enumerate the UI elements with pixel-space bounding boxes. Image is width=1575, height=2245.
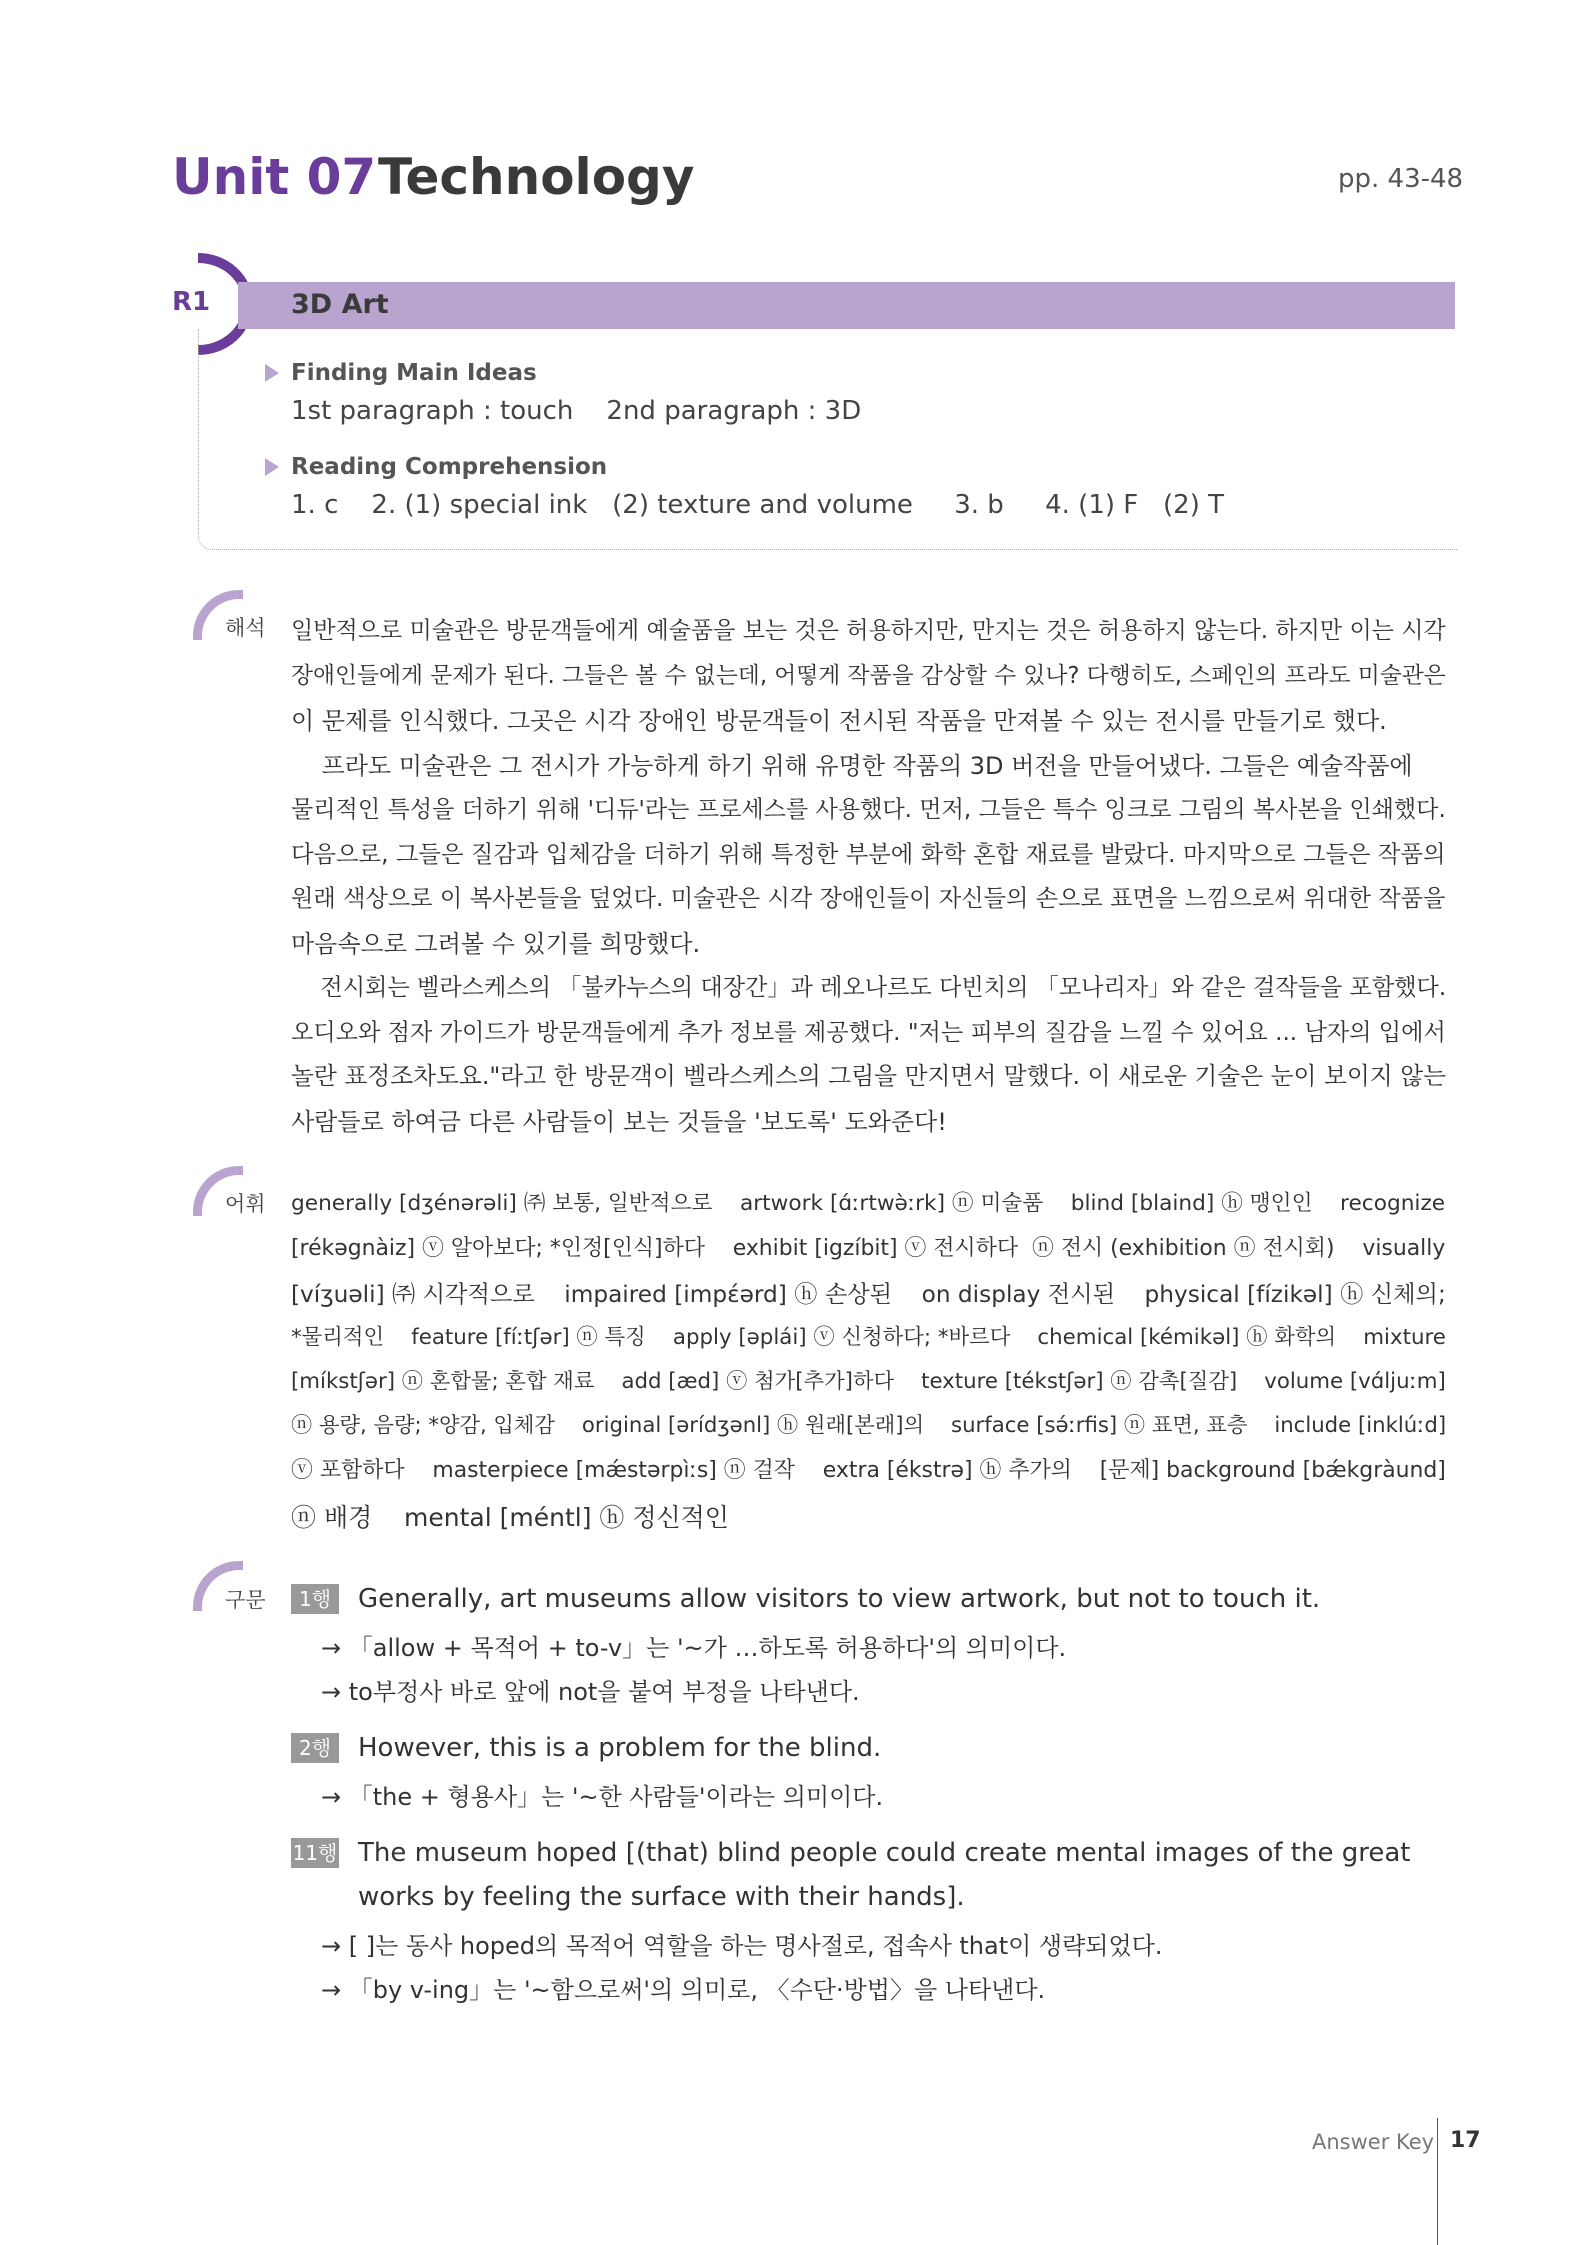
vocab-line: ⓝ 배경 mental [méntl] ⓗ 정신적인 — [291, 1502, 729, 1532]
unit-label: Unit 07 — [172, 148, 377, 206]
grammar-label: 구문 — [225, 1588, 266, 1612]
topic-bar — [238, 282, 1455, 329]
translation-line: 놀란 표정조차도요."라고 한 방문객이 벨라스케스의 그림을 만지면서 말했다. 이 새로운 기술은 눈이 보이지 않는 — [291, 1062, 1447, 1090]
vocab-line: *물리적인 feature [fíːtʃər] ⓝ 특징 apply [əplái] ⓥ 신청하다; *바르다 chemical [kémikəl] ⓗ 화학의 mixture — [291, 1324, 1446, 1350]
grammar-tag: 11행 — [291, 1838, 339, 1868]
vocab-line: generally [dʒénərəli] ㈜ 보통, 일반적으로 artwork [ɑ́ːrtwə̀ːrk] ⓝ 미술품 blind [blaind] ⓗ 맹인인 recognize — [291, 1191, 1446, 1216]
translation-line: 이 문제를 인식했다. 그곳은 시각 장애인 방문객들이 전시된 작품을 만져볼 수 있는 전시를 만들기로 했다. — [291, 707, 1387, 735]
translation-line: 물리적인 특성을 더하기 위해 '디듀'라는 프로세스를 사용했다. 먼저, 그들은 특수 잉크로 그림의 복사본을 인쇄했다. — [291, 797, 1446, 823]
main-ideas-heading: Finding Main Ideas — [291, 360, 537, 386]
translation-label: 해석 — [225, 616, 266, 640]
comprehension-answer: 1. c 2. (1) special ink (2) texture and volume 3. b 4. (1) F (2) T — [291, 490, 1225, 520]
translation-line: 사람들로 하여금 다른 사람들이 보는 것들을 '보도록' 도와준다! — [291, 1107, 947, 1136]
vocab-line: [rékəgnàiz] ⓥ 알아보다; *인정[인식]하다 exhibit [igzíbit] ⓥ 전시하다 ⓝ 전시 (exhibition ⓝ 전시회) visually — [291, 1235, 1446, 1261]
grammar-sentence: However, this is a problem for the blind. — [358, 1733, 882, 1763]
grammar-sentence-continued: works by feeling the surface with their hands]. — [358, 1882, 965, 1912]
grammar-note: → to부정사 바로 앞에 not을 붙여 부정을 나타낸다. — [321, 1678, 860, 1706]
vocab-line: [víʒuəli] ㈜ 시각적으로 impaired [impɛ́ərd] ⓗ 손상된 on display 전시된 physical [fízikəl] ⓗ 신체의; — [291, 1281, 1446, 1308]
translation-line: 원래 색상으로 이 복사본들을 덮었다. 미술관은 시각 장애인들이 자신들의 손으로 표면을 느낌으로써 위대한 작품을 — [291, 885, 1446, 912]
section-label: R1 — [172, 287, 211, 317]
translation-line: 장애인들에게 문제가 된다. 그들은 볼 수 없는데, 어떻게 작품을 감상할 수 있나? 다행히도, 스페인의 프라도 미술관은 — [291, 662, 1446, 689]
vocab-line: ⓝ 용량, 음량; *양감, 입체감 original [ərídʒənl] ⓗ 원래[본래]의 surface [sə́ːrfis] ⓝ 표면, 표층 include [inklúːd] — [291, 1412, 1447, 1438]
grammar-note: → [ ]는 동사 hoped의 목적어 역할을 하는 명사절로, 접속사 that이 생략되었다. — [321, 1932, 1163, 1960]
page-range: pp. 43-48 — [1338, 164, 1464, 194]
main-ideas-answer: 1st paragraph : touch 2nd paragraph : 3D — [291, 396, 862, 426]
grammar-tag: 1행 — [291, 1584, 339, 1614]
translation-line: 마음속으로 그려볼 수 있기를 희망했다. — [291, 929, 701, 958]
translation-line: 프라도 미술관은 그 전시가 가능하게 하기 위해 유명한 작품의 3D 버전을 만들어냈다. 그들은 예술작품에 — [291, 751, 1413, 780]
translation-line: 일반적으로 미술관은 방문객들에게 예술품을 보는 것은 허용하지만, 만지는 것은 허용하지 않는다. 하지만 이는 시각 — [291, 618, 1446, 644]
grammar-tag: 2행 — [291, 1733, 339, 1763]
grammar-sentence: Generally, art museums allow visitors to view artwork, but not to touch it. — [358, 1584, 1321, 1614]
grammar-sentence: The museum hoped [(that) blind people could create mental images of the great — [358, 1838, 1411, 1868]
vocab-line: ⓥ 포함하다 masterpiece [mǽstərpìːs] ⓝ 걸작 extra [ékstrə] ⓗ 추가의 [문제] background [bǽkgràund] — [291, 1458, 1446, 1483]
footer-label: Answer Key — [1312, 2130, 1435, 2154]
triangle-bullet-icon — [265, 458, 279, 476]
vocab-label: 어휘 — [225, 1192, 266, 1216]
page-number: 17 — [1450, 2128, 1481, 2153]
grammar-note: → 「allow + 목적어 + to-v」는 '~가 …하도록 허용하다'의 의미이다. — [321, 1634, 1067, 1662]
footer-divider — [1437, 2118, 1438, 2245]
topic-title: 3D Art — [291, 289, 389, 320]
translation-line: 오디오와 점자 가이드가 방문객들에게 추가 정보를 제공했다. "저는 피부의 질감을 느낄 수 있어요 ... 남자의 입에서 — [291, 1019, 1446, 1046]
unit-title: Technology — [378, 148, 695, 206]
vocab-line: [míkstʃər] ⓝ 혼합물; 혼합 재료 add [æd] ⓥ 첨가[추가]하다 texture [tékstʃər] ⓝ 감촉[질감] volume [vɑ́ljuːm] — [291, 1369, 1446, 1394]
translation-line: 다음으로, 그들은 질감과 입체감을 더하기 위해 특정한 부분에 화학 혼합 재료를 발랐다. 마지막으로 그들은 작품의 — [291, 840, 1446, 868]
comprehension-heading: Reading Comprehension — [291, 454, 608, 480]
grammar-note: → 「by v-ing」는 '~함으로써'의 의미로, 〈수단·방법〉을 나타낸다. — [321, 1976, 1046, 2004]
translation-line: 전시회는 벨라스케스의 「불카누스의 대장간」과 레오나르도 다빈치의 「모나리자」와 같은 걸작들을 포함했다. — [291, 975, 1447, 1001]
triangle-bullet-icon — [265, 364, 279, 382]
grammar-note: → 「the + 형용사」는 '~한 사람들'이라는 의미이다. — [321, 1783, 884, 1811]
